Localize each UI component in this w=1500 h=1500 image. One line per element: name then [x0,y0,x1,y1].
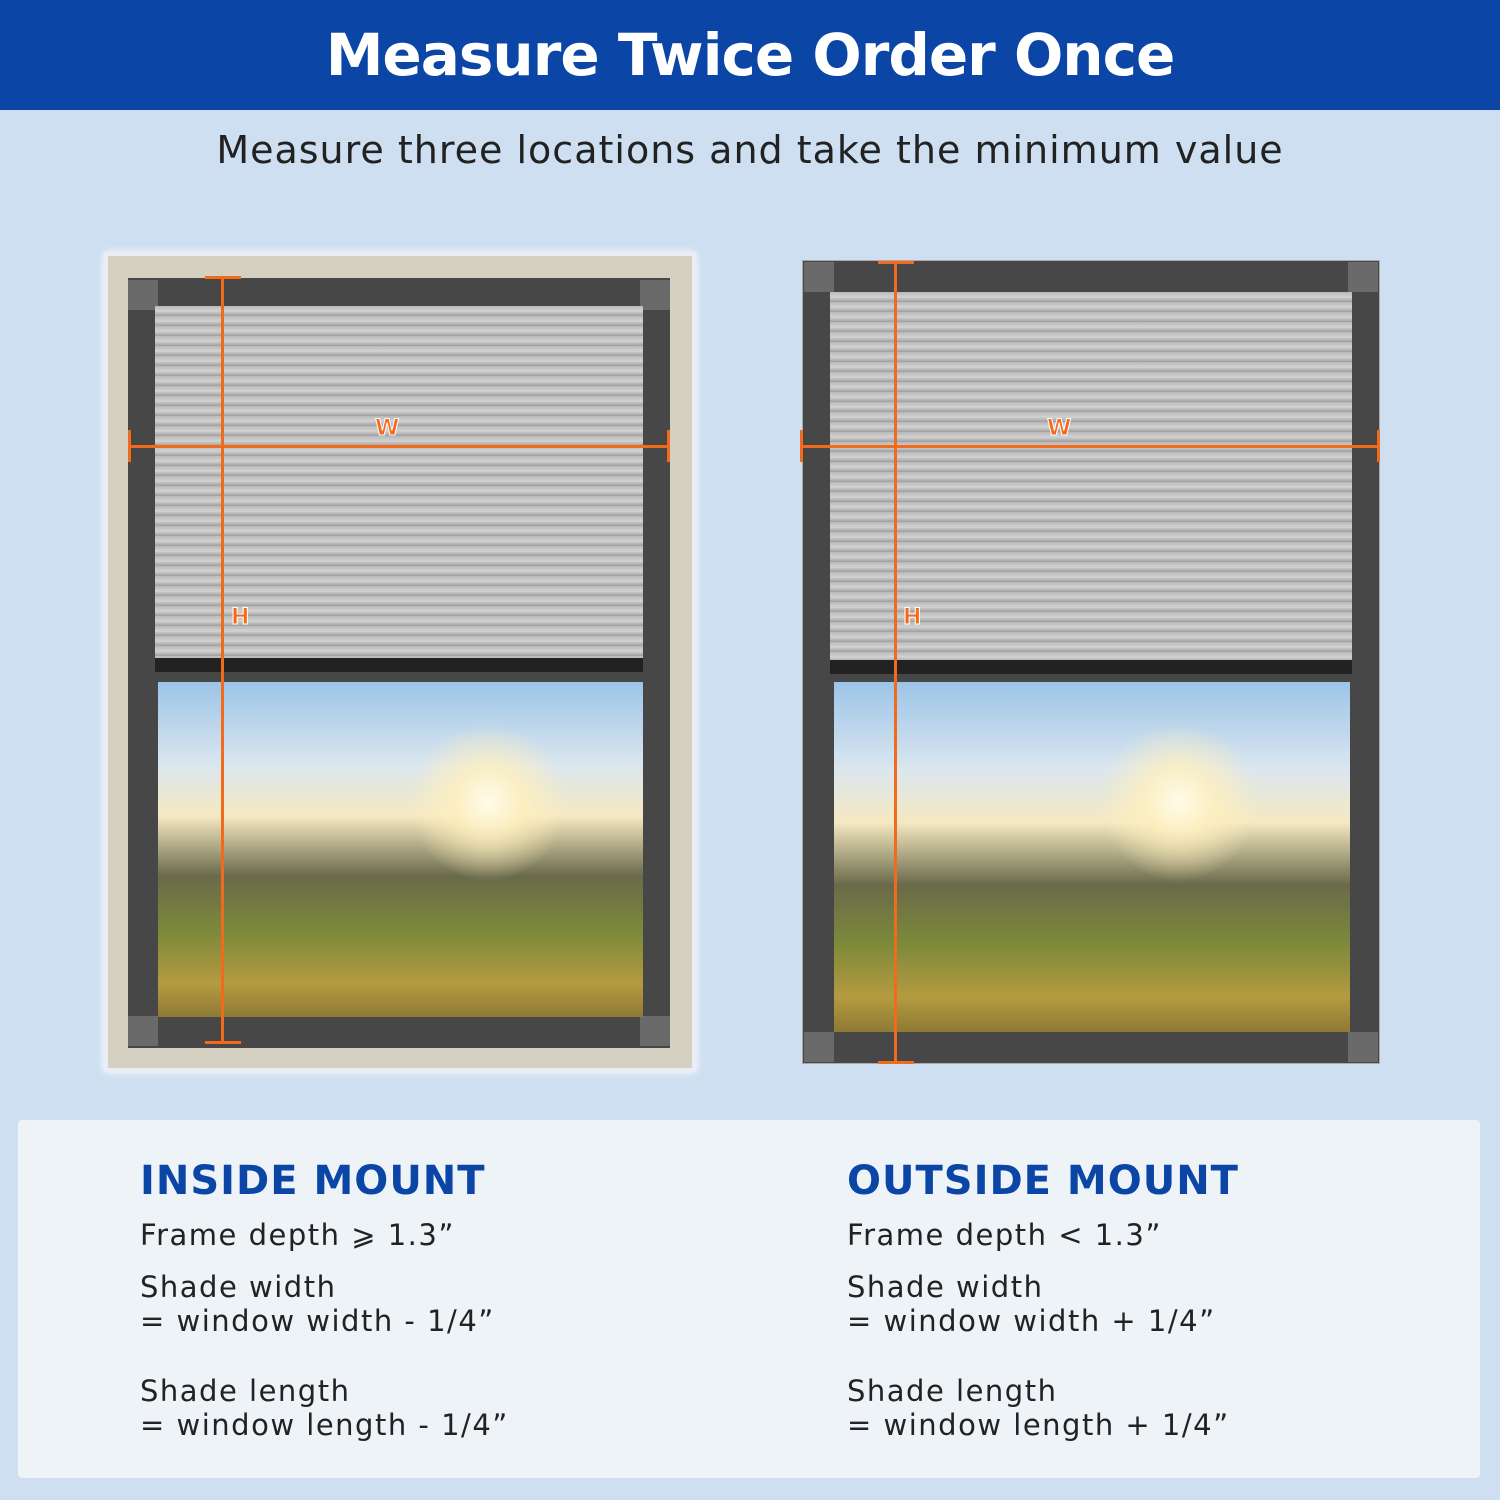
outside-mount-section [847,1158,1239,1442]
measure-tick [128,430,131,462]
window-view-photo [158,682,643,1017]
inside-length-title: Shade length [140,1374,351,1408]
frame-corner [804,1032,834,1062]
measure-tick [667,430,670,462]
frame-corner [1348,262,1378,292]
inside-depth: Frame depth ⩾ 1.3” [140,1218,455,1252]
height-label: H [231,605,250,630]
window-view-photo [834,682,1350,1032]
width-measure-line [800,445,1380,448]
outside-mount-title: OUTSIDE MOUNT [847,1158,1239,1204]
measure-tick [1377,430,1380,462]
measure-tick [205,1041,241,1044]
inside-mount-section [140,1158,509,1442]
outside-length-formula: = window length + 1/4” [847,1408,1230,1442]
frame-corner [1348,1032,1378,1062]
inside-width-title: Shade width [140,1270,337,1304]
frame-corner [128,1016,158,1046]
measure-tick [878,1061,914,1064]
subtitle: Measure three locations and take the minimum value [216,128,1284,172]
inside-mount-title: INSIDE MOUNT [140,1158,486,1204]
outside-length-title: Shade length [847,1374,1058,1408]
outside-width-title: Shade width [847,1270,1044,1304]
instructions-panel [18,1120,1480,1478]
width-measure-line [128,445,670,448]
height-label: H [903,605,922,630]
frame-corner [640,1016,670,1046]
measure-tick [878,261,914,264]
outside-depth: Frame depth < 1.3” [847,1218,1162,1252]
width-label: W [1047,416,1072,441]
inside-length-formula: = window length - 1/4” [140,1408,509,1442]
shade-bottom-rail [155,658,643,672]
measure-tick [800,430,803,462]
frame-corner [128,280,158,310]
outside-width-formula: = window width + 1/4” [847,1304,1216,1338]
width-label: W [375,416,400,441]
frame-corner [640,280,670,310]
measure-tick [205,276,241,279]
shade-bottom-rail [830,660,1352,674]
frame-corner [804,262,834,292]
page-title: Measure Twice Order Once [325,21,1175,89]
height-measure-line [894,262,897,1062]
height-measure-line [221,277,224,1043]
cellular-shade [155,306,643,658]
header-banner [0,0,1500,110]
inside-width-formula: = window width - 1/4” [140,1304,495,1338]
